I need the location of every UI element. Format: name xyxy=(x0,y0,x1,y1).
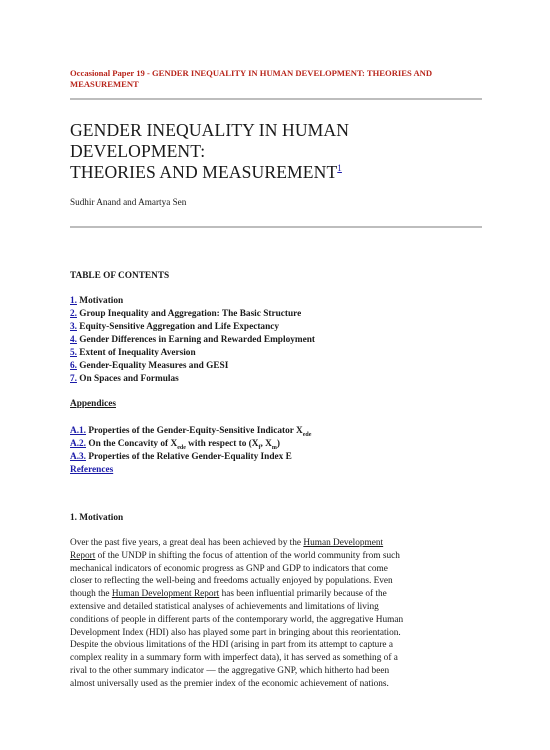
appendix-label-a1: Properties of the Gender-Equity-Sensitive Indicator X xyxy=(86,426,303,436)
toc-item xyxy=(70,295,482,308)
text-line: mechanical indicators of economic progress as GNP and GDP to indicators that come xyxy=(70,563,388,574)
appendix-item xyxy=(70,451,482,464)
hdr-reference: Human Development xyxy=(303,538,384,548)
toc-item-label: Gender-Equality Measures and GESI xyxy=(76,361,229,371)
toc-item xyxy=(70,373,482,386)
toc-link-4[interactable]: 4. xyxy=(70,335,77,345)
title-line2: THEORIES AND MEASUREMENT xyxy=(70,162,338,182)
appendix-label-a3: Properties of the Relative Gender-Equality Index E xyxy=(86,452,292,462)
authors: Sudhir Anand and Amartya Sen xyxy=(70,197,187,207)
text-run: of the UNDP in shifting the focus of attention of the world community from such xyxy=(95,550,400,561)
references-link[interactable]: References xyxy=(70,465,114,475)
toc-link-3[interactable]: 3. xyxy=(70,322,77,332)
appendix-item xyxy=(70,438,482,451)
toc-link-6[interactable]: 6. xyxy=(70,361,77,371)
header-divider xyxy=(70,98,482,100)
toc-link-7[interactable]: 7. xyxy=(70,374,77,384)
occasional-paper-header xyxy=(70,68,482,90)
page-title xyxy=(70,120,482,183)
document-page xyxy=(70,68,482,691)
text-line: almost universally used as the premier index of the economic achievement of nations. xyxy=(70,678,389,689)
text-line: conditions of people in different parts of the contemporary world, the aggregative Human xyxy=(70,614,404,625)
body-paragraph xyxy=(70,537,482,691)
text-line: complex reality in a summary form with imperfect data), it has served as something of a xyxy=(70,653,398,664)
hdr-reference: Report xyxy=(70,550,96,561)
appendix-label-a2-part: , X xyxy=(260,439,272,449)
appendix-link-a3[interactable]: A.3. xyxy=(70,452,87,462)
toc-item-label: Group Inequality and Aggregation: The Basic Structure xyxy=(76,309,302,319)
toc-link-5[interactable]: 5. xyxy=(70,348,77,358)
toc-item-label: Extent of Inequality Aversion xyxy=(76,348,196,358)
occasional-header-line2: MEASUREMENT xyxy=(70,79,139,89)
text-line xyxy=(70,550,482,563)
toc-item-label: Gender Differences in Earning and Rewarded Employment xyxy=(76,335,315,345)
subscript: f xyxy=(258,444,261,451)
text-line: Despite the obvious limitations of the HDI (arising in part from its attempt to capture a xyxy=(70,640,393,651)
text-line: Development Index (HDI) also has played some part in bringing about this reorientation. xyxy=(70,627,401,638)
appendix-item xyxy=(70,425,482,438)
toc-link-2[interactable]: 2. xyxy=(70,309,77,319)
text-line xyxy=(70,537,482,550)
section-heading: 1. Motivation xyxy=(70,513,124,523)
subscript: ede xyxy=(302,431,312,438)
appendices-heading: Appendices xyxy=(70,399,116,409)
appendix-item xyxy=(70,464,482,477)
text-line: extensive and detailed statistical analyses of achievements and limitations of living xyxy=(70,601,379,612)
occasional-header-line1: Occasional Paper 19 - GENDER INEQUALITY IN HUMAN DEVELOPMENT: THEORIES AND xyxy=(70,68,433,78)
toc-item xyxy=(70,308,482,321)
text-line: closer to reflecting the well-being and freedoms actually enjoyed by populations. Even xyxy=(70,576,393,587)
toc-item xyxy=(70,360,482,373)
toc-heading: TABLE OF CONTENTS xyxy=(70,271,170,281)
toc-item xyxy=(70,321,482,334)
text-run: Over the past five years, a great deal has been achieved by the xyxy=(70,538,304,548)
subscript: m xyxy=(271,444,277,451)
toc-item xyxy=(70,347,482,360)
title-line1: GENDER INEQUALITY IN HUMAN DEVELOPMENT: xyxy=(70,120,350,161)
text-line xyxy=(70,588,482,601)
hdr-reference: Human Development Report xyxy=(111,589,220,600)
toc-item-label: Equity-Sensitive Aggregation and Life Expectancy xyxy=(76,322,280,332)
toc-list xyxy=(70,295,482,386)
appendix-label-a2-part: ) xyxy=(276,439,280,449)
text-line: rival to the other summary indicator — the aggregative GNP, which hitherto had been xyxy=(70,665,390,676)
appendices-list xyxy=(70,425,482,477)
appendix-link-a2[interactable]: A.2. xyxy=(70,439,87,449)
appendix-label-a2: On the Concavity of X xyxy=(86,439,178,449)
toc-link-1[interactable]: 1. xyxy=(70,296,77,306)
text-run: though the xyxy=(70,589,112,600)
appendix-label-a2-part: with respect to (X xyxy=(185,439,259,449)
text-run: has been influential primarily because of the xyxy=(219,589,387,600)
subscript: ede xyxy=(177,444,186,451)
toc-item-label: On Spaces and Formulas xyxy=(76,374,179,384)
appendix-link-a1[interactable]: A.1. xyxy=(70,426,87,436)
toc-item xyxy=(70,334,482,347)
footnote-link[interactable]: 1 xyxy=(337,163,342,174)
toc-item-label: Motivation xyxy=(76,296,124,306)
title-divider xyxy=(70,226,482,228)
